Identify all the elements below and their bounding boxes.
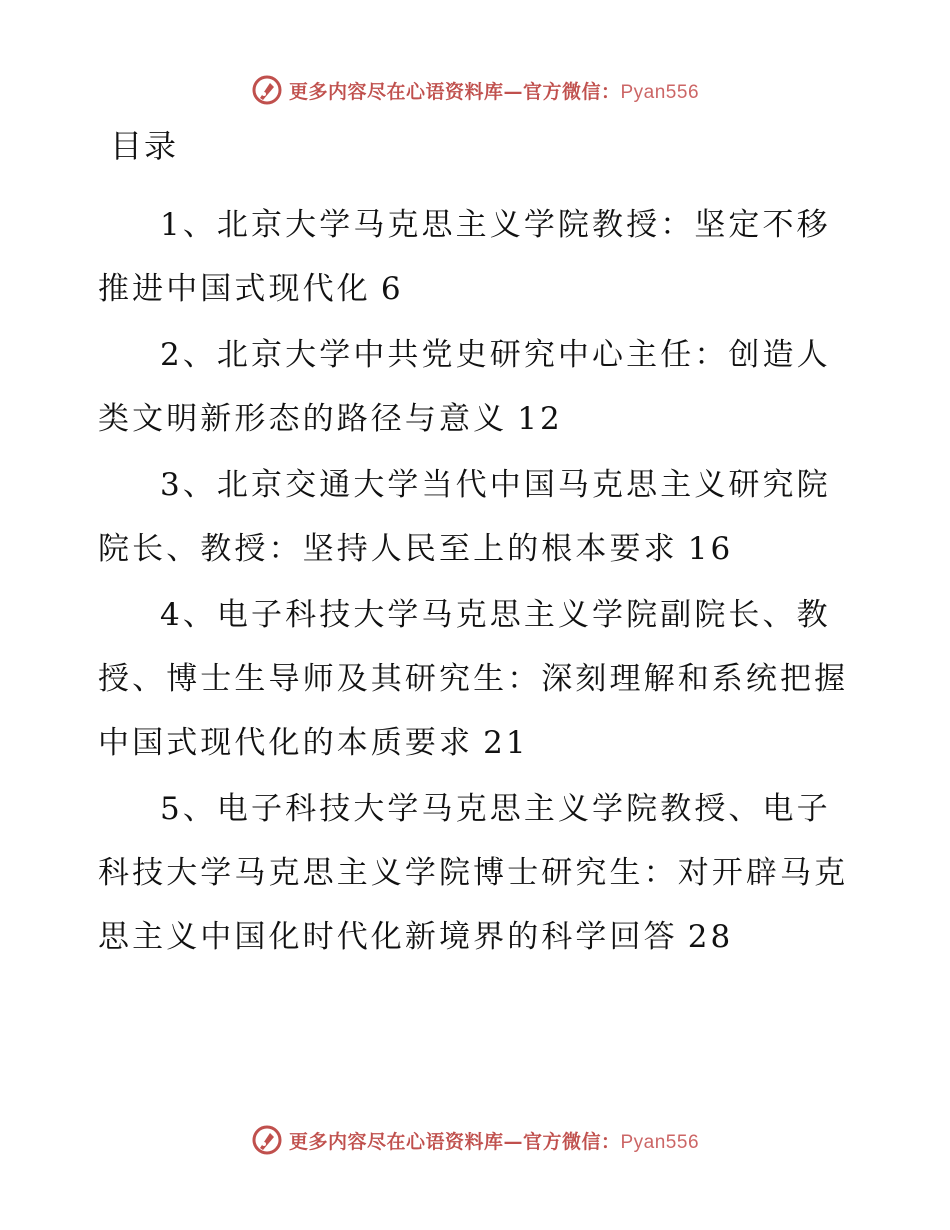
toc-entry-page: 21	[483, 725, 529, 761]
pen-nib-circle-icon	[251, 1124, 283, 1156]
toc-entry-text: 3、北京交通大学当代中国马克思主义研究院院长、教授：坚持人民至上的根本要求	[98, 467, 831, 567]
toc-entry[interactable]	[98, 583, 850, 775]
toc-entry-page: 28	[687, 919, 734, 955]
pen-nib-circle-icon	[251, 74, 283, 106]
toc-entry-text: 5、电子科技大学马克思主义学院教授、电子科技大学马克思主义学院博士研究生：对开辟马克思主义中国化时代化新境界的科学回答	[98, 791, 849, 955]
watermark-handle: Pyan556	[620, 1131, 700, 1153]
watermark-text: 更多内容尽在心语资料库—官方微信：Pyan556	[288, 80, 700, 103]
header-watermark	[0, 70, 950, 110]
toc-entry[interactable]	[98, 323, 850, 451]
toc-list	[98, 193, 850, 971]
toc-entry[interactable]	[98, 453, 850, 581]
watermark-handle: Pyan556	[620, 81, 700, 103]
toc-entry-page: 6	[380, 271, 404, 307]
footer-watermark	[0, 1120, 950, 1160]
toc-title: 目录	[110, 127, 179, 165]
toc-entry-text: 1、北京大学马克思主义学院教授：坚定不移推进中国式现代化	[98, 207, 831, 307]
toc-entry-text: 4、电子科技大学马克思主义学院副院长、教授、博士生导师及其研究生：深刻理解和系统把握中国式现代化的本质要求	[98, 597, 849, 761]
watermark-text: 更多内容尽在心语资料库—官方微信：Pyan556	[288, 1130, 700, 1153]
toc-entry[interactable]	[98, 777, 850, 969]
toc-entry[interactable]	[98, 193, 850, 321]
toc-entry-page: 16	[687, 531, 734, 567]
toc-entry-text: 2、北京大学中共党史研究中心主任：创造人类文明新形态的路径与意义	[98, 337, 831, 437]
toc-entry-page: 12	[517, 401, 563, 437]
